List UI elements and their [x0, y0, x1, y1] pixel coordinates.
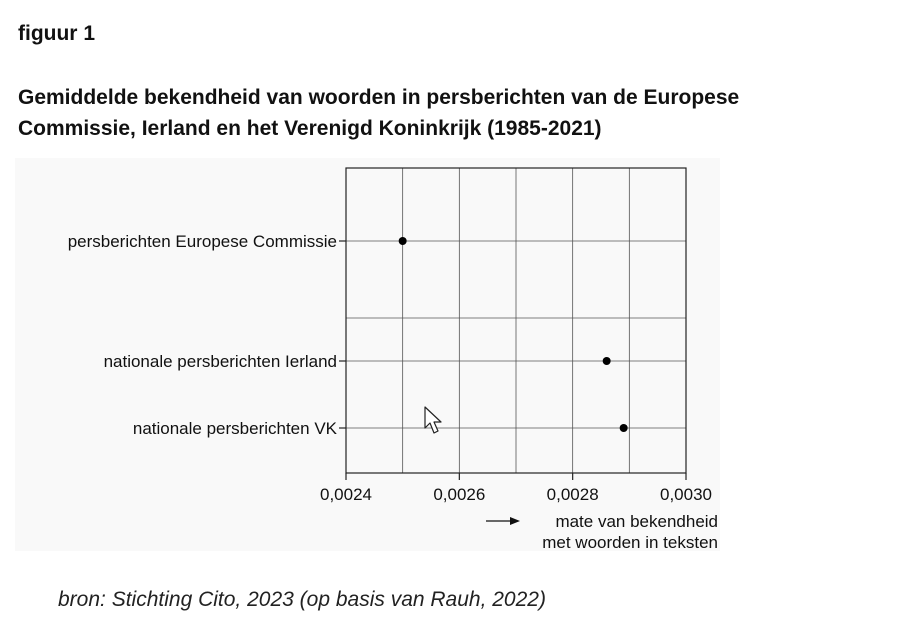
chart-title [18, 82, 888, 144]
source-note: bron: Stichting Cito, 2023 (op basis van Rauh, 2022) [58, 588, 546, 611]
data-point [399, 237, 407, 245]
figure-label: figuur 1 [18, 22, 95, 45]
chart-panel [15, 158, 720, 551]
chart-title-line-1: Gemiddelde bekendheid van woorden in persberichten van de Europese [18, 86, 740, 109]
mouse-pointer-icon [424, 406, 446, 436]
x-tick-label: 0,0026 [433, 485, 486, 504]
y-category-label: persberichten Europese Commissie [67, 232, 337, 251]
data-point [603, 357, 611, 365]
x-axis-label-line-1: mate van bekendheid [555, 512, 718, 531]
x-tick-label: 0,0024 [320, 485, 372, 504]
y-category-label: nationale persberichten Ierland [103, 352, 337, 371]
y-category-label: nationale persberichten VK [132, 419, 337, 438]
x-tick-label: 0,0030 [660, 485, 712, 504]
chart-title-line-2: Commissie, Ierland en het Verenigd Koninkrijk (1985-2021) [18, 117, 602, 140]
dot-plot [15, 158, 720, 551]
x-tick-label: 0,0028 [546, 485, 599, 504]
data-point [620, 424, 628, 432]
x-axis-arrow-head [510, 517, 520, 525]
x-axis-label-line-2: met woorden in teksten [542, 533, 718, 551]
